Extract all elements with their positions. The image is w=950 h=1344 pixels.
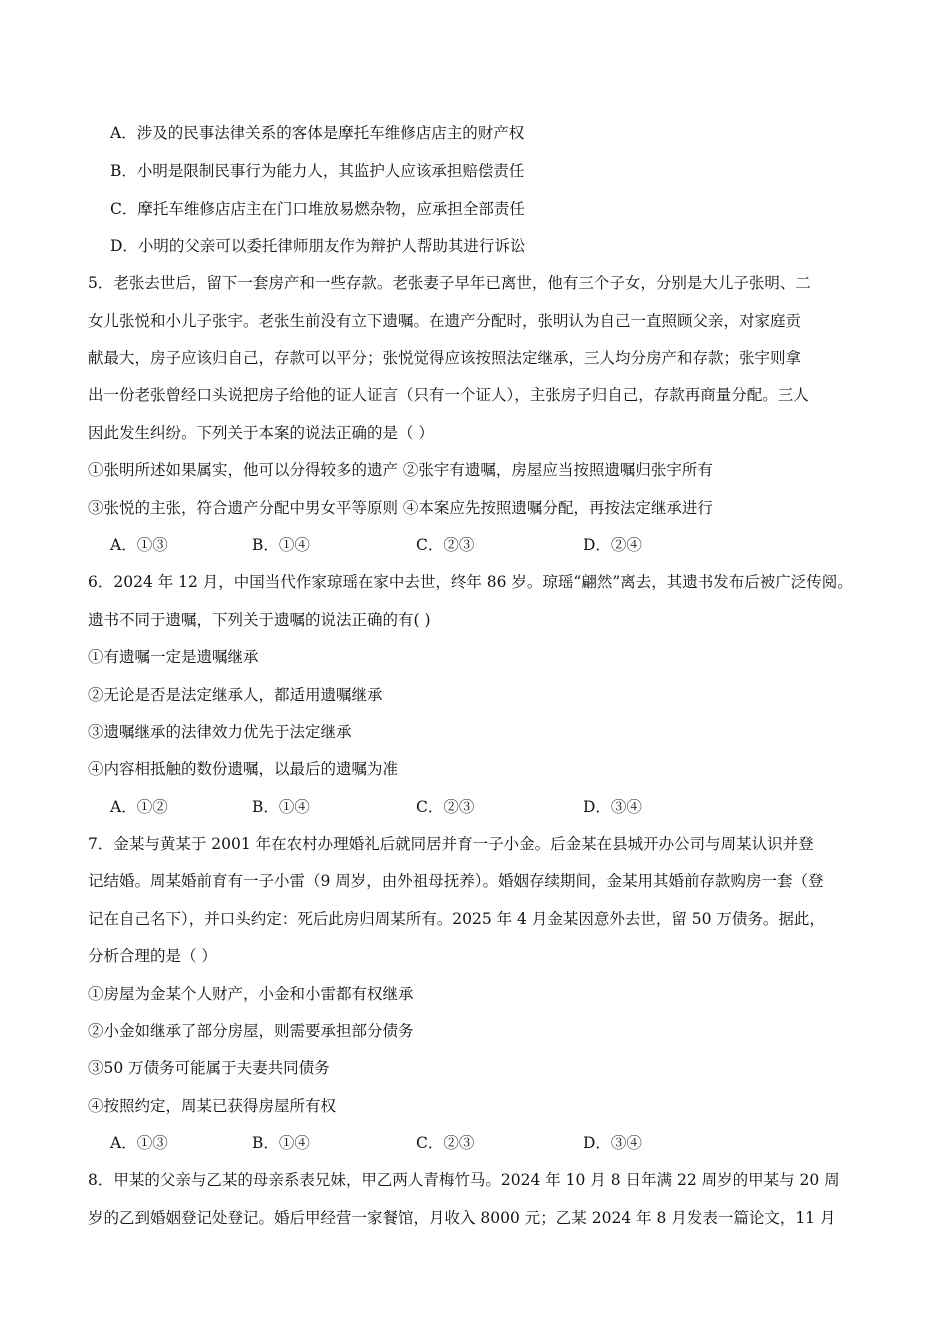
q4-option-a: A．涉及的民事法律关系的客体是摩托车维修店店主的财产权 (110, 124, 525, 142)
q5-statement-line: ①张明所述如果属实，他可以分得较多的遗产 ②张宇有遗嘱，房屋应当按照遗嘱归张宇所有 (88, 461, 713, 479)
q7-statement-line: ③50 万债务可能属于夫妻共同债务 (88, 1059, 330, 1077)
q6-choice-c: C．②③ (416, 798, 475, 816)
q5-choice-a: A．①③ (110, 536, 168, 554)
q6-stem-line: 6．2024 年 12 月，中国当代作家琼瑶在家中去世，终年 86 岁。琼瑶“翩然”离去，其遗书发布后被广泛传阅。 (88, 573, 853, 591)
q5-choice-c: C．②③ (416, 536, 475, 554)
q7-statement-line: ①房屋为金某个人财产，小金和小雷都有权继承 (88, 985, 414, 1003)
q4-option-c: C．摩托车维修店店主在门口堆放易燃杂物，应承担全部责任 (110, 200, 525, 218)
q6-statement-line: ②无论是否是法定继承人，都适用遗嘱继承 (88, 686, 383, 704)
q7-statement-line: ②小金如继承了部分房屋，则需要承担部分债务 (88, 1022, 414, 1040)
q6-statement-line: ①有遗嘱一定是遗嘱继承 (88, 648, 259, 666)
q8-stem-line: 岁的乙到婚姻登记处登记。婚后甲经营一家餐馆，月收入 8000 元；乙某 2024 年 8 月发表一篇论文，11 月 (88, 1209, 836, 1227)
q7-choice-c: C．②③ (416, 1134, 475, 1152)
q6-stem-line: 遗书不同于遗嘱，下列关于遗嘱的说法正确的有( ) (88, 611, 431, 629)
q8-stem-line: 8．甲某的父亲与乙某的母亲系表兄妹，甲乙两人青梅竹马。2024 年 10 月 8 日年满 22 周岁的甲某与 20 周 (88, 1171, 840, 1189)
q7-stem-line: 7．金某与黄某于 2001 年在农村办理婚礼后就同居并育一子小金。后金某在县城开办公司与周某认识并登 (88, 835, 814, 853)
q6-choice-b: B．①④ (252, 798, 310, 816)
q7-stem-line: 记结婚。周某婚前育有一子小雷（9 周岁，由外祖母抚养）。婚姻存续期间，金某用其婚前存款购房一套（登 (88, 872, 824, 890)
q6-choice-a: A．①② (110, 798, 168, 816)
q4-option-b: B．小明是限制民事行为能力人，其监护人应该承担赔偿责任 (110, 162, 525, 180)
q6-statement-line: ④内容相抵触的数份遗嘱，以最后的遗嘱为准 (88, 760, 399, 778)
q7-choice-b: B．①④ (252, 1134, 310, 1152)
q5-choice-d: D．②④ (583, 536, 642, 554)
q7-choice-d: D．③④ (583, 1134, 642, 1152)
q5-stem-line: 5．老张去世后，留下一套房产和一些存款。老张妻子早年已离世，他有三个子女，分别是大儿子张明、二 (88, 274, 811, 292)
q5-stem-line: 出一份老张曾经口头说把房子给他的证人证言（只有一个证人），主张房子归自己，存款再商量分配。三人 (88, 386, 809, 404)
q5-choice-b: B．①④ (252, 536, 310, 554)
q4-option-d: D．小明的父亲可以委托律师朋友作为辩护人帮助其进行诉讼 (110, 237, 526, 255)
q5-stem-line: 女儿张悦和小儿子张宇。老张生前没有立下遗嘱。在遗产分配时，张明认为自己一直照顾父亲，对家庭贡 (88, 312, 802, 330)
q7-choice-a: A．①③ (110, 1134, 168, 1152)
q6-choice-d: D．③④ (583, 798, 642, 816)
q7-stem-line: 记在自己名下），并口头约定：死后此房归周某所有。2025 年 4 月金某因意外去世，留 50 万债务。据此， (88, 910, 825, 928)
q7-statement-line: ④按照约定，周某已获得房屋所有权 (88, 1097, 337, 1115)
q5-statement-line: ③张悦的主张，符合遗产分配中男女平等原则 ④本案应先按照遗嘱分配，再按法定继承进行 (88, 499, 713, 517)
q6-statement-line: ③遗嘱继承的法律效力优先于法定继承 (88, 723, 352, 741)
q5-stem-line: 因此发生纠纷。下列关于本案的说法正确的是（ ） (88, 424, 434, 442)
q5-stem-line: 献最大，房子应该归自己，存款可以平分；张悦觉得应该按照法定继承，三人均分房产和存款；张宇则拿 (88, 349, 802, 367)
q7-stem-line: 分析合理的是（ ） (88, 947, 217, 965)
